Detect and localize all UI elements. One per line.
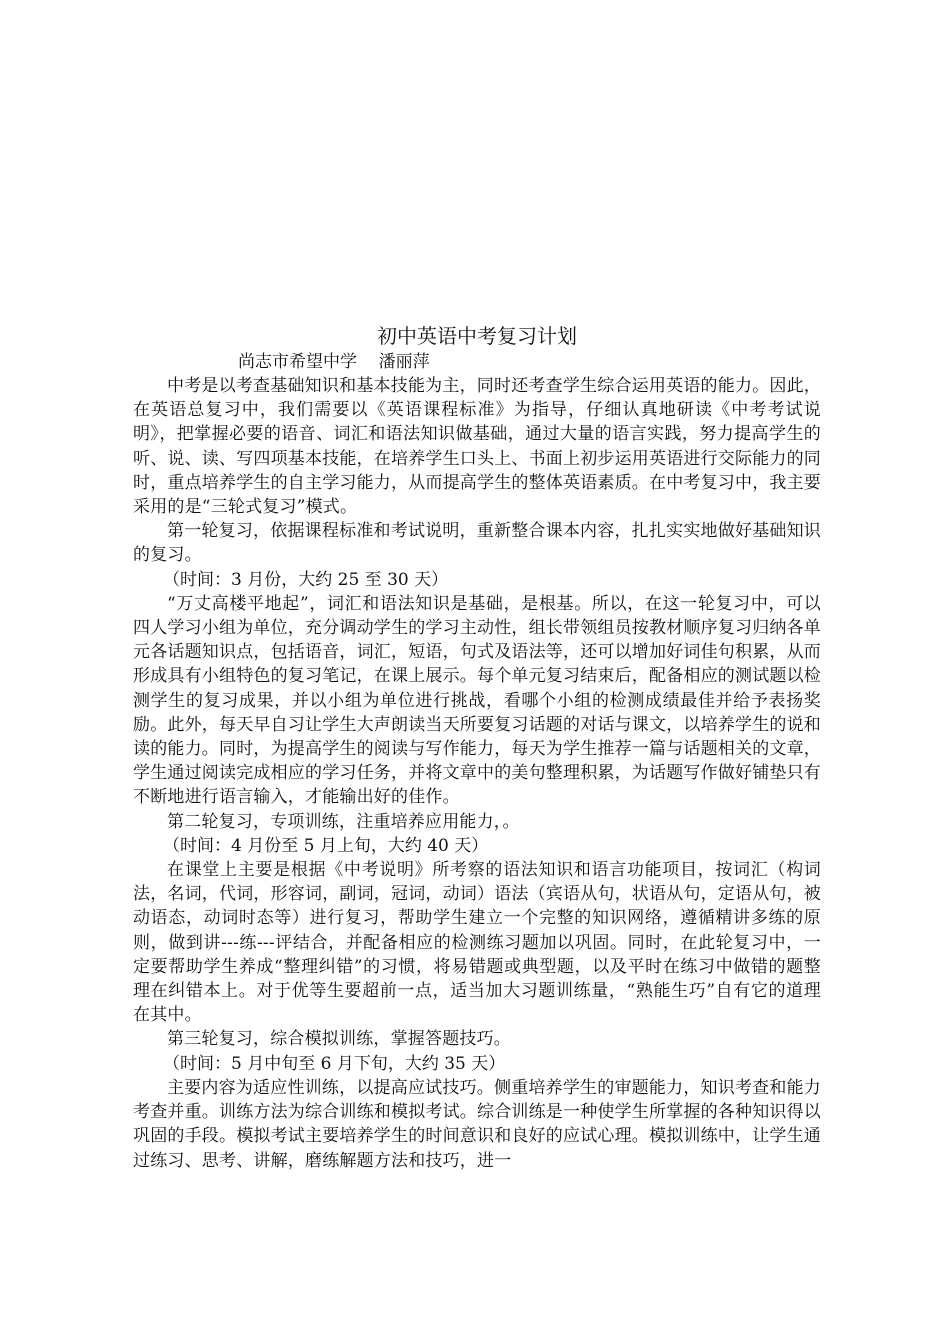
document-body [133,322,821,1173]
time-round-three: （时间：5 月中旬至 6 月下旬，大约 35 天） [163,1053,506,1074]
paragraph-round-three: 第三轮复习，综合模拟训练，掌握答题技巧。 [167,1029,511,1050]
author-line: 尚志市希望中学 潘丽萍 [238,352,430,372]
paragraph-round-two-detail: 在课堂上主要是根据《中考说明》所考察的语法知识和语言功能项目，按词汇（构词法，名词，代词，形容词，副词，冠词，动词）语法（宾语从句，状语从句，定语从句，被动语态，动词时态等）进行复习，帮助学生建立一个完整的知识网络，遵循精讲多练的原则，做到讲---练---评结合，并配备相应的检测练习题加以巩固。同时，在此轮复习中，一定要帮助学生养成“整理纠错”的习惯，将易错题或典型题，以及平时在练习中做错的题整理在纠错本上。对于优等生要超前一点，适当加大习题训练量，“熟能生巧”自有它的道理在其中。 [133,860,821,1026]
document-title: 初中英语中考复习计划 [377,324,577,348]
paragraph-round-two: 第二轮复习，专项训练，注重培养应用能力，。 [167,811,520,832]
paragraph-round-three-detail: 主要内容为适应性训练，以提高应试技巧。侧重培养学生的审题能力，知识考查和能力考查并重。训练方法为综合训练和模拟考试。综合训练是一种使学生所掌握的各种知识得以巩固的手段。模拟考试主要培养学生的时间意识和良好的应试心理。模拟训练中，让学生通过练习、思考、讲解，磨练解题方法和技巧，进一 [133,1077,821,1171]
paragraph-round-one-detail: “万丈高楼平地起”，词汇和语法知识是基础，是根基。所以，在这一轮复习中，可以四人学习小组为单位，充分调动学生的学习主动性，组长带领组员按教材顺序复习归纳各单元各话题知识点，包括语音，词汇，短语，句式及语法等，还可以增加好词佳句积累，从而形成具有小组特色的复习笔记，在课上展示。每个单元复习结束后，配备相应的测试题以检测学生的复习成果，并以小组为单位进行挑战，看哪个小组的检测成绩最佳并给予表扬奖励。此外，每天早自习让学生大声朗读当天所要复习话题的对话与课文，以培养学生的说和读的能力。同时，为提高学生的阅读与写作能力，每天为学生推荐一篇与话题相关的文章，学生通过阅读完成相应的学习任务，并将文章中的美句整理积累，为话题写作做好铺垫只有不断地进行语言输入，才能输出好的佳作。 [133,593,821,808]
time-round-two: （时间：4 月份至 5 月上旬，大约 40 天） [163,835,489,856]
time-round-one: （时间：3 月份，大约 25 至 30 天） [163,569,449,590]
paragraph-intro: 中考是以考查基础知识和基本技能为主，同时还考查学生综合运用英语的能力。因此，在英语总复习中，我们需要以《英语课程标准》为指导，仔细认真地研读《中考考试说明》，把掌握必要的语音、词汇和语法知识做基础，通过大量的语言实践，努力提高学生的听、说、读、写四项基本技能，在培养学生口头上、书面上初步运用英语进行交际能力的同时，重点培养学生的自主学习能力，从而提高学生的整体英语素质。在中考复习中，我主要采用的是“三轮式复习”模式。 [133,376,821,518]
paragraph-round-one: 第一轮复习，依据课程标准和考试说明，重新整合课本内容，扎扎实实地做好基础知识的复习。 [133,521,821,566]
